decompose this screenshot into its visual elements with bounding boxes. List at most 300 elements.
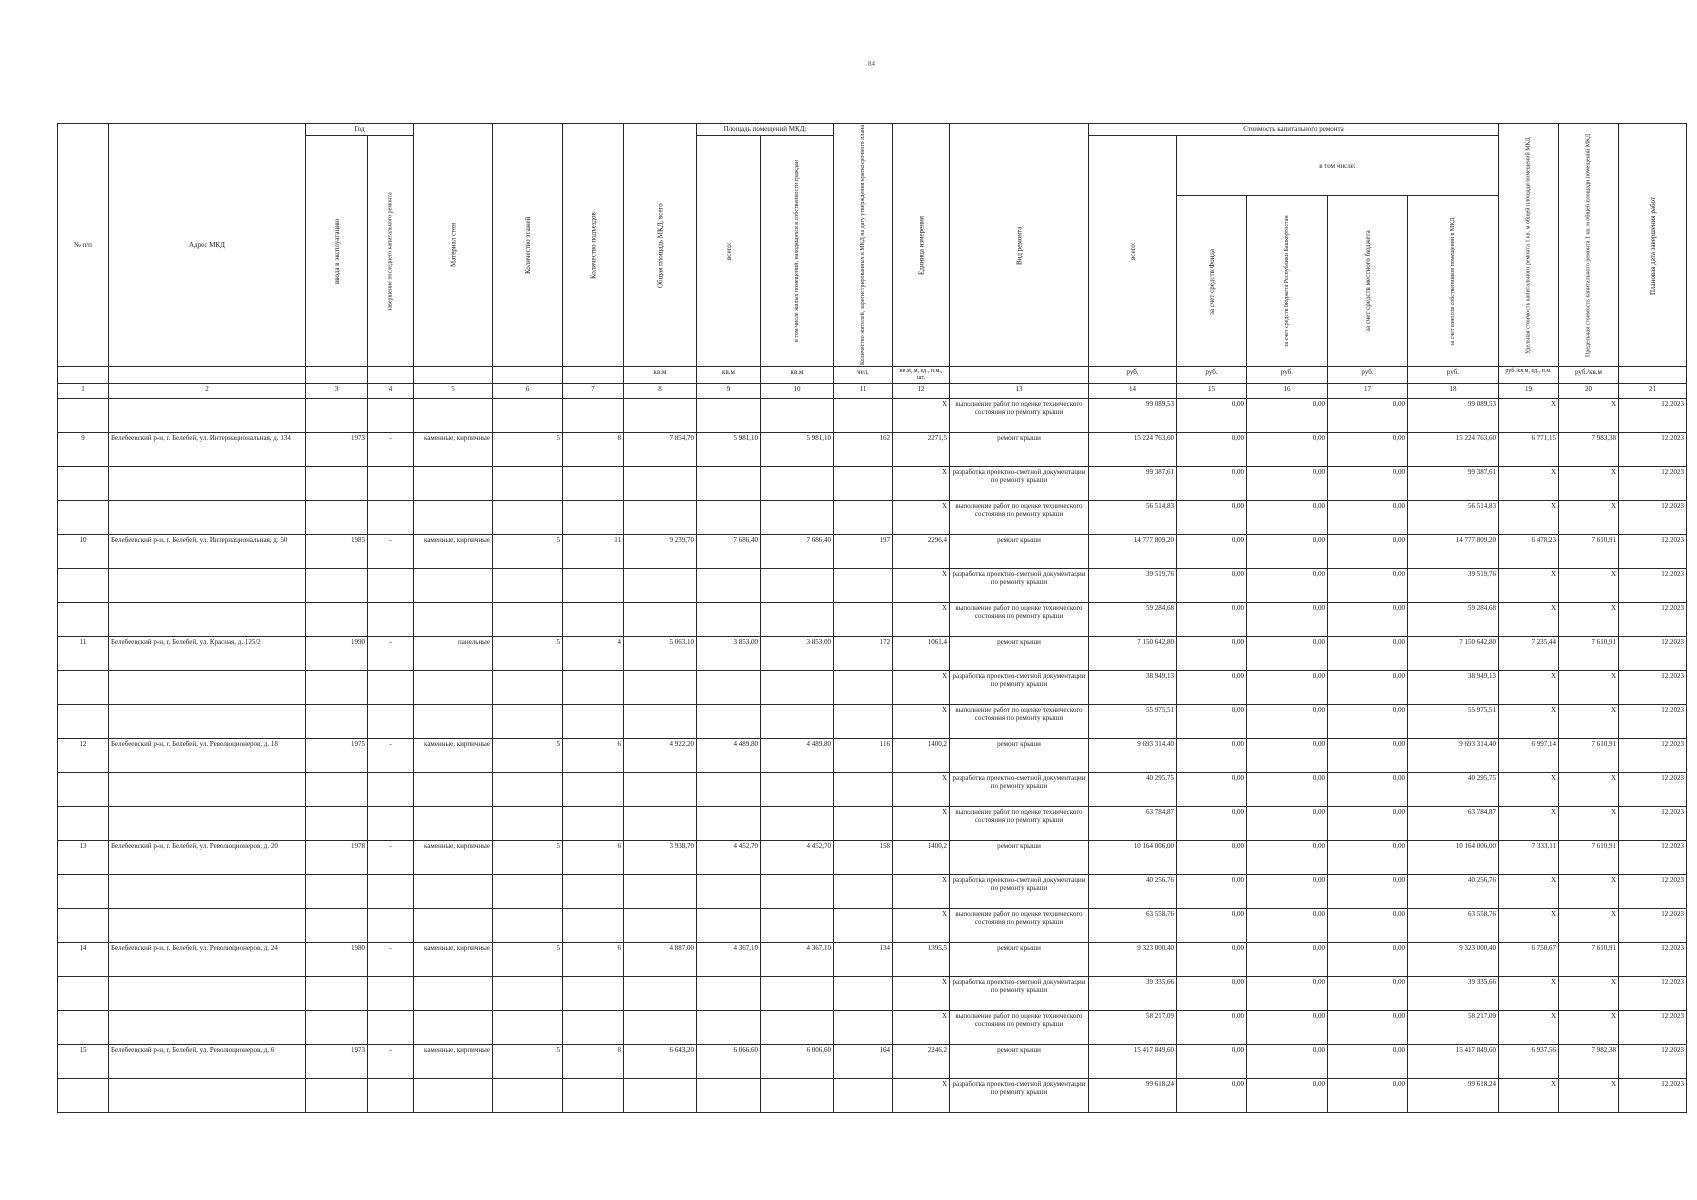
row-floors xyxy=(493,466,563,500)
row-cost-owners: 9 693 314,40 xyxy=(1408,738,1499,772)
row-address: Белебеевский р-н, г. Белебей, ул. Революционеров, д. 24 xyxy=(109,942,306,976)
row-year xyxy=(306,874,368,908)
row-premises-total: 4 367,10 xyxy=(697,942,761,976)
row-total-area: 4 922,20 xyxy=(624,738,697,772)
row-planned-date: 12.2023 xyxy=(1619,1044,1687,1078)
row-planned-date: 12.2023 xyxy=(1619,466,1687,500)
header-premises-total: всего: xyxy=(697,136,761,367)
row-cost-owners: 40 256,76 xyxy=(1408,874,1499,908)
row-floors: 5 xyxy=(493,636,563,670)
row-premises-total: 3 853,00 xyxy=(697,636,761,670)
row-entrances xyxy=(563,1010,624,1044)
row-limit-cost: X xyxy=(1559,500,1619,534)
row-number xyxy=(58,1010,109,1044)
row-work-type: ремонт крыши xyxy=(950,636,1089,670)
row-cost-fund: 0,00 xyxy=(1177,466,1247,500)
header-cost-republic: за счет средств бюджета Республики Башкортостан xyxy=(1247,196,1328,367)
row-premises-total xyxy=(697,466,761,500)
unit-area: кв.м xyxy=(624,367,697,384)
row-planned-date: 12.2023 xyxy=(1619,942,1687,976)
header-planned-date: Плановая дата завершения работ xyxy=(1619,124,1687,367)
row-work-type: выполнение работ по оценке технического состояния по ремонту крыши xyxy=(950,398,1089,432)
header-unit: Единица измерения xyxy=(893,124,950,367)
row-cost-fund: 0,00 xyxy=(1177,874,1247,908)
row-floors: 5 xyxy=(493,942,563,976)
row-last-repair xyxy=(368,1078,414,1112)
row-cost-local: 0,00 xyxy=(1328,1044,1408,1078)
row-floors: 5 xyxy=(493,534,563,568)
row-last-repair xyxy=(368,466,414,500)
row-last-repair: - xyxy=(368,840,414,874)
row-unit: 1400,2 xyxy=(893,738,950,772)
row-number xyxy=(58,1078,109,1112)
row-specific-cost: X xyxy=(1499,1078,1559,1112)
row-number: 15 xyxy=(58,1044,109,1078)
row-cost-total: 99 387,61 xyxy=(1089,466,1177,500)
row-material xyxy=(414,874,493,908)
header-including: в том числе: xyxy=(1177,136,1499,196)
row-premises-total: 4 489,80 xyxy=(697,738,761,772)
row-cost-republic: 0,00 xyxy=(1247,976,1328,1010)
row-premises-residential: 4 452,70 xyxy=(761,840,834,874)
row-cost-fund: 0,00 xyxy=(1177,602,1247,636)
row-cost-republic: 0,00 xyxy=(1247,1078,1328,1112)
row-limit-cost: X xyxy=(1559,806,1619,840)
row-number xyxy=(58,806,109,840)
row-entrances: 8 xyxy=(563,432,624,466)
row-premises-residential: 6 006,60 xyxy=(761,1044,834,1078)
row-floors: 5 xyxy=(493,1044,563,1078)
row-residents xyxy=(834,1010,893,1044)
unit-measure: кв.м, м, ед., п.м., шт. xyxy=(893,367,950,384)
row-year xyxy=(306,602,368,636)
row-cost-owners: 10 164 006,00 xyxy=(1408,840,1499,874)
row-cost-total: 15 224 763,60 xyxy=(1089,432,1177,466)
row-limit-cost: 7 610,91 xyxy=(1559,840,1619,874)
row-unit: 1395,5 xyxy=(893,942,950,976)
row-material: панельные xyxy=(414,636,493,670)
row-year xyxy=(306,1010,368,1044)
row-residents xyxy=(834,704,893,738)
row-number xyxy=(58,772,109,806)
row-unit: X xyxy=(893,806,950,840)
row-cost-total: 63 784,87 xyxy=(1089,806,1177,840)
header-specific-cost: Удельная стоимость капитального ремонта 1 кв. м общей площади помещений МКД xyxy=(1499,124,1559,367)
column-number: 8 xyxy=(624,383,697,398)
row-specific-cost: X xyxy=(1499,568,1559,602)
column-number: 11 xyxy=(834,383,893,398)
row-last-repair: - xyxy=(368,942,414,976)
row-total-area xyxy=(624,466,697,500)
row-premises-residential xyxy=(761,670,834,704)
row-premises-total: 5 981,10 xyxy=(697,432,761,466)
row-cost-owners: 58 217,09 xyxy=(1408,1010,1499,1044)
row-unit: X xyxy=(893,602,950,636)
row-year: 1973 xyxy=(306,432,368,466)
table-row xyxy=(58,806,1687,840)
row-cost-republic: 0,00 xyxy=(1247,432,1328,466)
row-specific-cost: X xyxy=(1499,874,1559,908)
row-material: каменные, кирпичные xyxy=(414,738,493,772)
header-premises-residential: в том числе жилых помещений, находящихся в собственности граждан xyxy=(761,136,834,367)
row-last-repair: - xyxy=(368,636,414,670)
row-cost-total: 39 519,76 xyxy=(1089,568,1177,602)
unit-premises-total: кв.м xyxy=(697,367,761,384)
header-limit-cost: Предельная стоимость капитального ремонта 1 кв. м общей площади помещений МКД xyxy=(1559,124,1619,367)
row-specific-cost: X xyxy=(1499,670,1559,704)
header-address: Адрес МКД xyxy=(109,124,306,367)
row-premises-total xyxy=(697,670,761,704)
row-material: каменные, кирпичные xyxy=(414,942,493,976)
row-last-repair: - xyxy=(368,432,414,466)
column-number: 16 xyxy=(1247,383,1328,398)
row-last-repair xyxy=(368,772,414,806)
header-no: № п/п xyxy=(58,124,109,367)
row-residents xyxy=(834,908,893,942)
row-address xyxy=(109,670,306,704)
header-cost-total: всего: xyxy=(1089,136,1177,367)
column-number: 20 xyxy=(1559,383,1619,398)
row-planned-date: 12.2023 xyxy=(1619,840,1687,874)
row-total-area: 5 063,10 xyxy=(624,636,697,670)
row-address: Белебеевский р-н, г. Белебей, ул. Революционеров, д. 20 xyxy=(109,840,306,874)
row-premises-residential xyxy=(761,976,834,1010)
row-cost-republic: 0,00 xyxy=(1247,772,1328,806)
row-year: 1978 xyxy=(306,840,368,874)
row-planned-date: 12.2023 xyxy=(1619,976,1687,1010)
row-cost-total: 99 618,24 xyxy=(1089,1078,1177,1112)
row-entrances xyxy=(563,602,624,636)
row-cost-local: 0,00 xyxy=(1328,602,1408,636)
table-row xyxy=(58,466,1687,500)
row-material xyxy=(414,908,493,942)
row-limit-cost: 7 982,38 xyxy=(1559,1044,1619,1078)
row-planned-date: 12.2023 xyxy=(1619,432,1687,466)
row-address xyxy=(109,568,306,602)
row-last-repair xyxy=(368,704,414,738)
row-total-area xyxy=(624,908,697,942)
row-limit-cost: 7 610,91 xyxy=(1559,738,1619,772)
row-work-type: разработка проектно-сметной документации по ремонту крыши xyxy=(950,466,1089,500)
row-premises-total: 7 686,40 xyxy=(697,534,761,568)
row-year xyxy=(306,398,368,432)
row-planned-date: 12.2023 xyxy=(1619,568,1687,602)
row-unit: 2296,4 xyxy=(893,534,950,568)
row-cost-owners: 99 387,61 xyxy=(1408,466,1499,500)
row-work-type: разработка проектно-сметной документации по ремонту крыши xyxy=(950,976,1089,1010)
row-cost-owners: 15 224 763,60 xyxy=(1408,432,1499,466)
row-number xyxy=(58,602,109,636)
row-last-repair xyxy=(368,908,414,942)
row-residents: 158 xyxy=(834,840,893,874)
row-cost-republic: 0,00 xyxy=(1247,466,1328,500)
row-residents: 116 xyxy=(834,738,893,772)
row-cost-republic: 0,00 xyxy=(1247,636,1328,670)
capital-repair-table xyxy=(57,123,1687,1113)
row-cost-fund: 0,00 xyxy=(1177,636,1247,670)
row-material xyxy=(414,466,493,500)
row-cost-total: 10 164 006,00 xyxy=(1089,840,1177,874)
row-last-repair: - xyxy=(368,534,414,568)
row-cost-local: 0,00 xyxy=(1328,636,1408,670)
row-last-repair xyxy=(368,806,414,840)
table-row xyxy=(58,908,1687,942)
row-unit: X xyxy=(893,466,950,500)
row-planned-date: 12.2023 xyxy=(1619,636,1687,670)
row-residents xyxy=(834,806,893,840)
row-cost-fund: 0,00 xyxy=(1177,534,1247,568)
row-year xyxy=(306,908,368,942)
header-cost-fund: за счет средств Фонда xyxy=(1177,196,1247,367)
row-address: Белебеевский р-н, г. Белебей, ул. Интернациональная, д. 50 xyxy=(109,534,306,568)
row-premises-total xyxy=(697,704,761,738)
row-cost-total: 9 323 000,40 xyxy=(1089,942,1177,976)
row-floors xyxy=(493,908,563,942)
row-entrances: 8 xyxy=(563,1044,624,1078)
row-cost-republic: 0,00 xyxy=(1247,568,1328,602)
row-premises-residential xyxy=(761,772,834,806)
row-address xyxy=(109,874,306,908)
row-last-repair xyxy=(368,670,414,704)
row-specific-cost: X xyxy=(1499,772,1559,806)
row-unit: X xyxy=(893,670,950,704)
row-year xyxy=(306,704,368,738)
row-year xyxy=(306,1078,368,1112)
row-residents: 134 xyxy=(834,942,893,976)
row-cost-local: 0,00 xyxy=(1328,874,1408,908)
row-year xyxy=(306,500,368,534)
row-cost-fund: 0,00 xyxy=(1177,1010,1247,1044)
row-limit-cost: X xyxy=(1559,1010,1619,1044)
row-cost-total: 15 417 849,60 xyxy=(1089,1044,1177,1078)
row-residents xyxy=(834,398,893,432)
row-cost-local: 0,00 xyxy=(1328,1010,1408,1044)
row-cost-fund: 0,00 xyxy=(1177,432,1247,466)
row-address: Белебеевский р-н, г. Белебей, ул. Интернациональная, д. 134 xyxy=(109,432,306,466)
row-floors: 5 xyxy=(493,840,563,874)
row-floors xyxy=(493,976,563,1010)
row-last-repair xyxy=(368,976,414,1010)
row-last-repair xyxy=(368,1010,414,1044)
table-row xyxy=(58,874,1687,908)
row-address xyxy=(109,976,306,1010)
table-row xyxy=(58,500,1687,534)
row-unit: X xyxy=(893,874,950,908)
row-cost-owners: 99 089,53 xyxy=(1408,398,1499,432)
row-premises-total xyxy=(697,908,761,942)
row-unit: 2271,5 xyxy=(893,432,950,466)
row-premises-residential xyxy=(761,466,834,500)
row-unit: X xyxy=(893,976,950,1010)
row-cost-local: 0,00 xyxy=(1328,772,1408,806)
row-unit: 1400,2 xyxy=(893,840,950,874)
row-specific-cost: 6 937,56 xyxy=(1499,1044,1559,1078)
table-row xyxy=(58,602,1687,636)
row-unit: 1061,4 xyxy=(893,636,950,670)
row-specific-cost: X xyxy=(1499,806,1559,840)
row-material xyxy=(414,772,493,806)
row-cost-local: 0,00 xyxy=(1328,398,1408,432)
row-address xyxy=(109,1078,306,1112)
row-limit-cost: X xyxy=(1559,772,1619,806)
row-number: 9 xyxy=(58,432,109,466)
row-specific-cost: X xyxy=(1499,500,1559,534)
row-cost-owners: 39 519,76 xyxy=(1408,568,1499,602)
unit-residents: чел. xyxy=(834,367,893,384)
row-specific-cost: X xyxy=(1499,466,1559,500)
row-planned-date: 12.2023 xyxy=(1619,806,1687,840)
header-year-group: Год xyxy=(306,124,414,136)
column-number: 12 xyxy=(893,383,950,398)
row-limit-cost: X xyxy=(1559,704,1619,738)
row-work-type: выполнение работ по оценке технического состояния по ремонту крыши xyxy=(950,704,1089,738)
row-year: 1985 xyxy=(306,534,368,568)
row-total-area xyxy=(624,670,697,704)
row-unit: X xyxy=(893,1078,950,1112)
row-total-area xyxy=(624,772,697,806)
table-row xyxy=(58,568,1687,602)
row-total-area xyxy=(624,704,697,738)
unit-cost-fund: руб. xyxy=(1177,367,1247,384)
header-year-last-repair: завершение последнего капитального ремонта xyxy=(368,136,414,367)
row-limit-cost: 7 983,38 xyxy=(1559,432,1619,466)
row-entrances xyxy=(563,908,624,942)
row-limit-cost: X xyxy=(1559,874,1619,908)
row-specific-cost: 6 750,67 xyxy=(1499,942,1559,976)
row-entrances: 4 xyxy=(563,636,624,670)
row-entrances xyxy=(563,398,624,432)
row-cost-owners: 63 558,76 xyxy=(1408,908,1499,942)
row-total-area xyxy=(624,602,697,636)
row-material xyxy=(414,806,493,840)
row-work-type: выполнение работ по оценке технического состояния по ремонту крыши xyxy=(950,500,1089,534)
unit-cost-owners: руб. xyxy=(1408,367,1499,384)
row-cost-total: 58 217,09 xyxy=(1089,1010,1177,1044)
row-cost-fund: 0,00 xyxy=(1177,670,1247,704)
row-material: каменные, кирпичные xyxy=(414,1044,493,1078)
row-cost-local: 0,00 xyxy=(1328,466,1408,500)
header-cost-group: Стоимость капитального ремонта xyxy=(1089,124,1499,136)
row-cost-local: 0,00 xyxy=(1328,500,1408,534)
row-cost-local: 0,00 xyxy=(1328,432,1408,466)
row-cost-owners: 99 618,24 xyxy=(1408,1078,1499,1112)
row-limit-cost: X xyxy=(1559,1078,1619,1112)
row-cost-fund: 0,00 xyxy=(1177,908,1247,942)
row-material xyxy=(414,1010,493,1044)
row-floors xyxy=(493,568,563,602)
row-total-area xyxy=(624,976,697,1010)
row-total-area xyxy=(624,398,697,432)
row-cost-total: 40 295,75 xyxy=(1089,772,1177,806)
row-total-area xyxy=(624,568,697,602)
row-address: Белебеевский р-н, г. Белебей, ул. Красная, д. 125/2 xyxy=(109,636,306,670)
row-number: 14 xyxy=(58,942,109,976)
row-cost-owners: 9 323 000,40 xyxy=(1408,942,1499,976)
header-year-commission: ввода в эксплуатацию xyxy=(306,136,368,367)
row-last-repair xyxy=(368,602,414,636)
row-total-area xyxy=(624,1078,697,1112)
page-number: 84 xyxy=(868,60,875,68)
row-number: 11 xyxy=(58,636,109,670)
row-number xyxy=(58,908,109,942)
header-wall-material: Материал стен xyxy=(414,124,493,367)
header-entrances: Количество подъездов xyxy=(563,124,624,367)
row-material xyxy=(414,602,493,636)
unit-limit: руб./кв.м xyxy=(1559,367,1619,384)
table-row xyxy=(58,738,1687,772)
row-cost-local: 0,00 xyxy=(1328,840,1408,874)
column-number: 9 xyxy=(697,383,761,398)
row-address xyxy=(109,398,306,432)
row-cost-republic: 0,00 xyxy=(1247,398,1328,432)
column-number: 14 xyxy=(1089,383,1177,398)
row-work-type: разработка проектно-сметной документации по ремонту крыши xyxy=(950,874,1089,908)
row-limit-cost: X xyxy=(1559,670,1619,704)
row-planned-date: 12.2023 xyxy=(1619,772,1687,806)
row-residents: 197 xyxy=(834,534,893,568)
row-work-type: ремонт крыши xyxy=(950,1044,1089,1078)
row-cost-owners: 59 284,68 xyxy=(1408,602,1499,636)
row-cost-local: 0,00 xyxy=(1328,704,1408,738)
row-premises-total xyxy=(697,602,761,636)
row-residents xyxy=(834,466,893,500)
row-limit-cost: 7 610,91 xyxy=(1559,942,1619,976)
row-cost-owners: 39 335,66 xyxy=(1408,976,1499,1010)
row-premises-total xyxy=(697,806,761,840)
row-limit-cost: X xyxy=(1559,976,1619,1010)
row-floors: 5 xyxy=(493,432,563,466)
row-cost-republic: 0,00 xyxy=(1247,670,1328,704)
row-residents xyxy=(834,976,893,1010)
row-address xyxy=(109,772,306,806)
row-unit: X xyxy=(893,1010,950,1044)
row-entrances xyxy=(563,568,624,602)
row-cost-fund: 0,00 xyxy=(1177,1078,1247,1112)
row-limit-cost: X xyxy=(1559,466,1619,500)
row-cost-fund: 0,00 xyxy=(1177,500,1247,534)
row-number: 10 xyxy=(58,534,109,568)
row-specific-cost: 7 235,44 xyxy=(1499,636,1559,670)
row-premises-residential xyxy=(761,1010,834,1044)
row-cost-local: 0,00 xyxy=(1328,534,1408,568)
row-cost-republic: 0,00 xyxy=(1247,908,1328,942)
table-row xyxy=(58,772,1687,806)
row-cost-local: 0,00 xyxy=(1328,942,1408,976)
row-address xyxy=(109,1010,306,1044)
table-row xyxy=(58,670,1687,704)
row-residents: 164 xyxy=(834,1044,893,1078)
row-entrances: 6 xyxy=(563,738,624,772)
row-residents xyxy=(834,602,893,636)
row-cost-local: 0,00 xyxy=(1328,908,1408,942)
row-unit: X xyxy=(893,772,950,806)
row-cost-local: 0,00 xyxy=(1328,806,1408,840)
row-work-type: разработка проектно-сметной документации по ремонту крыши xyxy=(950,772,1089,806)
table-row xyxy=(58,840,1687,874)
row-premises-total: 4 452,70 xyxy=(697,840,761,874)
row-cost-republic: 0,00 xyxy=(1247,500,1328,534)
row-material xyxy=(414,704,493,738)
row-planned-date: 12.2023 xyxy=(1619,602,1687,636)
row-residents xyxy=(834,1078,893,1112)
row-cost-total: 7 150 642,80 xyxy=(1089,636,1177,670)
row-limit-cost: X xyxy=(1559,602,1619,636)
row-limit-cost: 7 610,91 xyxy=(1559,534,1619,568)
row-year xyxy=(306,806,368,840)
row-work-type: разработка проектно-сметной документации по ремонту крыши xyxy=(950,568,1089,602)
row-material: каменные, кирпичные xyxy=(414,840,493,874)
row-cost-fund: 0,00 xyxy=(1177,1044,1247,1078)
